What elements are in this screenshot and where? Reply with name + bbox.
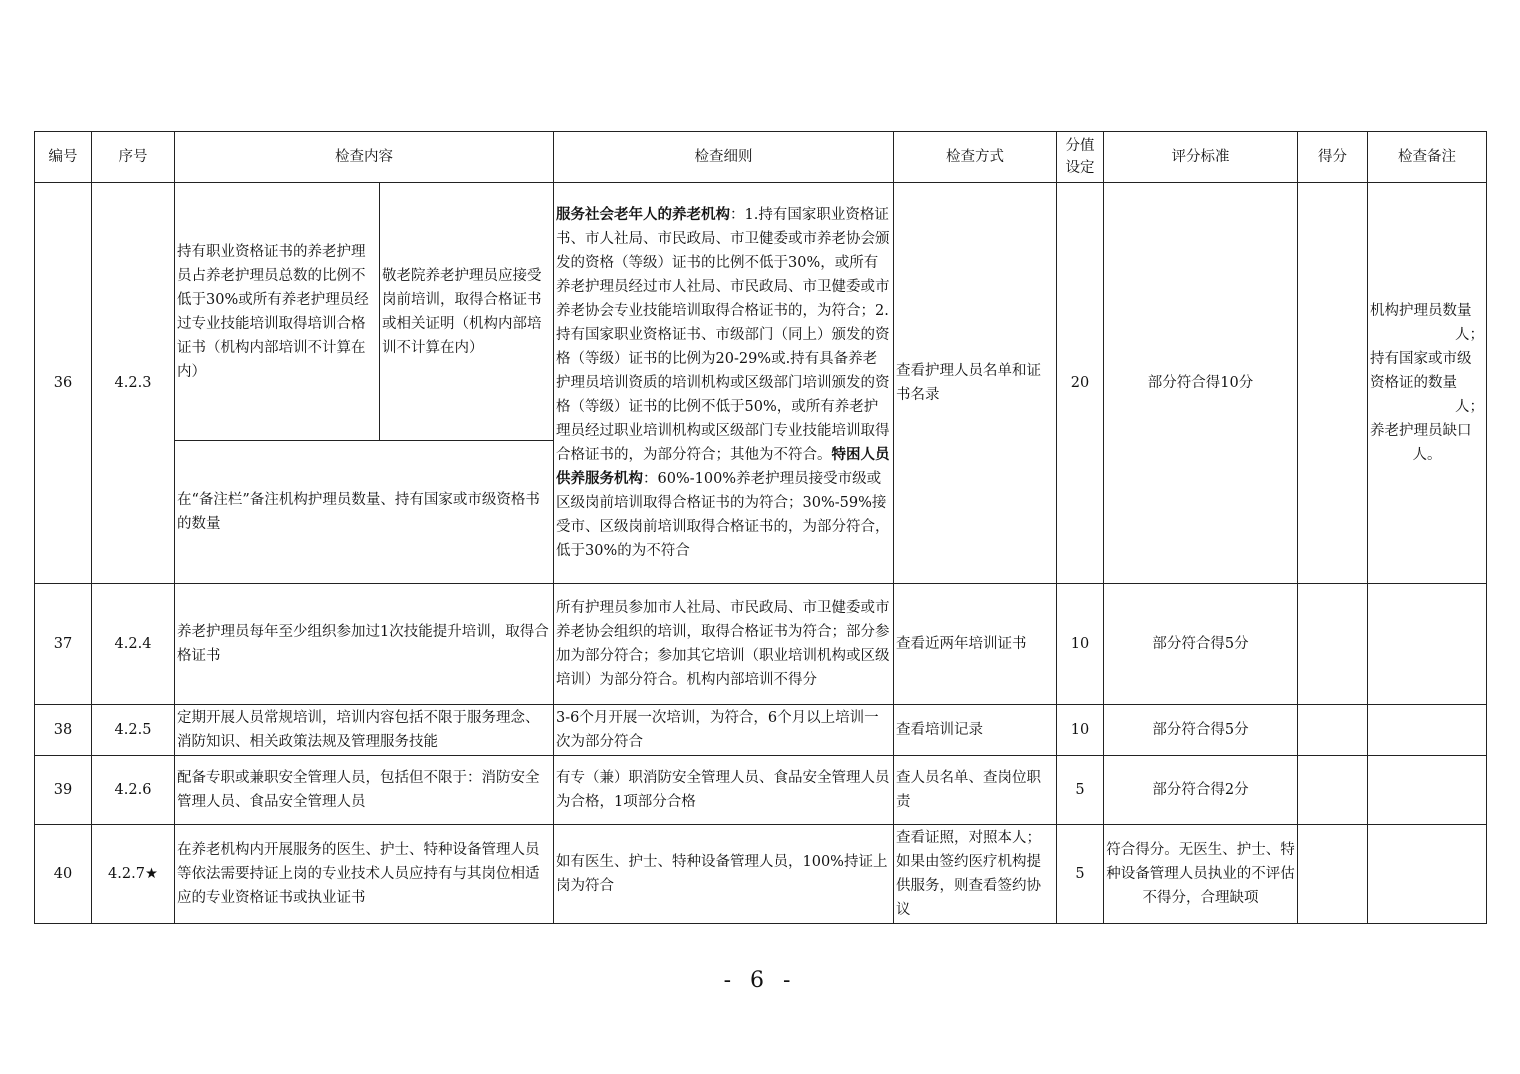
header-standard: 评分标准 — [1104, 132, 1298, 183]
detail-text-1: ：1.持有国家职业资格证书、市人社局、市民政局、市卫健委或市养老协会颁发的资格（等级）证书的比例不低于30%，或所有养老护理员经过市人社局、市民政局、市卫健委或市养老协会专业技能培训取得合格证书的，为符合；2.持有国家职业资格证书、市级部门（同上）颁发的资格（等级）证书的比例为20-29%或.持有具备养老护理员培训资质的培训机构或区级部门培训颁发的资格（等级）证书的比例不低于50%，或所有养老护理员经过职业培训机构或区级部门专业技能培训取得合格证书的，为部分符合；其他为不符合。 — [556, 207, 890, 463]
row-note — [1368, 825, 1487, 924]
row-score: 5 — [1057, 825, 1104, 924]
page-number: - 6 - — [723, 968, 797, 993]
table-row-40 — [35, 825, 1487, 924]
row-seq: 4.2.3 — [92, 183, 175, 584]
header-row — [35, 132, 1487, 183]
note-line-4: 人； — [1455, 399, 1484, 415]
header-note: 检查备注 — [1368, 132, 1487, 183]
row-detail: 如有医生、护士、特种设备管理人员，100%持证上岗为符合 — [554, 825, 894, 924]
row-got — [1298, 825, 1368, 924]
row-score: 20 — [1057, 183, 1104, 584]
row-method: 查看培训记录 — [894, 705, 1057, 756]
row-method: 查人员名单、查岗位职责 — [894, 756, 1057, 825]
row-no: 36 — [35, 183, 92, 584]
note-line-5: 养老护理员缺口 — [1370, 423, 1472, 439]
row-content-a: 持有职业资格证书的养老护理员占养老护理员总数的比例不低于30%或所有养老护理员经过专业技能培训取得培训合格证书（机构内部培训不计算在内） — [175, 183, 380, 441]
header-content: 检查内容 — [175, 132, 554, 183]
detail-text-2: ：60%-100%养老护理员接受市级或区级岗前培训取得合格证书的为符合；30%-59%接受市、区级岗前培训取得合格证书的，为部分符合，低于30%的为不符合 — [556, 471, 890, 559]
row-got — [1298, 584, 1368, 705]
row-content: 定期开展人员常规培训，培训内容包括不限于服务理念、消防知识、相关政策法规及管理服务技能 — [175, 705, 554, 756]
row-standard: 部分符合得2分 — [1104, 756, 1298, 825]
table-row-36 — [35, 183, 1487, 441]
row-seq: 4.2.5 — [92, 705, 175, 756]
row-standard: 部分符合得5分 — [1104, 584, 1298, 705]
row-method: 查看近两年培训证书 — [894, 584, 1057, 705]
note-line-6: 人。 — [1412, 447, 1442, 463]
row-standard: 部分符合得5分 — [1104, 705, 1298, 756]
row-note — [1368, 183, 1487, 584]
row-no: 40 — [35, 825, 92, 924]
header-detail: 检查细则 — [554, 132, 894, 183]
row-seq: 4.2.4 — [92, 584, 175, 705]
row-content-c: 在“备注栏”备注机构护理员数量、持有国家或市级资格书的数量 — [175, 441, 554, 584]
row-content-b: 敬老院养老护理员应接受岗前培训，取得合格证书或相关证明（机构内部培训不计算在内） — [380, 183, 554, 441]
table-row-39 — [35, 756, 1487, 825]
row-standard: 符合得分。无医生、护士、特种设备管理人员执业的不评估不得分，合理缺项 — [1104, 825, 1298, 924]
row-content: 配备专职或兼职安全管理人员，包括但不限于：消防安全管理人员、食品安全管理人员 — [175, 756, 554, 825]
row-seq: 4.2.7★ — [92, 825, 175, 924]
detail-heading-2: 特困人员供养服务机构 — [556, 447, 890, 487]
row-no: 37 — [35, 584, 92, 705]
row-detail: 所有护理员参加市人社局、市民政局、市卫健委或市养老协会组织的培训，取得合格证书为符合；部分参加为部分符合；参加其它培训（职业培训机构或区级培训）为部分符合。机构内部培训不得分 — [554, 584, 894, 705]
header-method: 检查方式 — [894, 132, 1057, 183]
row-note — [1368, 756, 1487, 825]
row-no: 38 — [35, 705, 92, 756]
detail-heading-1: 服务社会老年人的养老机构 — [556, 207, 730, 223]
row-got — [1298, 705, 1368, 756]
row-score: 10 — [1057, 584, 1104, 705]
row-note — [1368, 584, 1487, 705]
row-score: 5 — [1057, 756, 1104, 825]
note-line-1: 机构护理员数量 — [1370, 303, 1472, 319]
row-got — [1298, 756, 1368, 825]
table-row-38 — [35, 705, 1487, 756]
row-detail: 有专（兼）职消防安全管理人员、食品安全管理人员为合格，1项部分合格 — [554, 756, 894, 825]
row-content: 养老护理员每年至少组织参加过1次技能提升培训，取得合格证书 — [175, 584, 554, 705]
row-note — [1368, 705, 1487, 756]
row-seq: 4.2.6 — [92, 756, 175, 825]
note-line-2: 人； — [1455, 327, 1484, 343]
row-detail: 3-6个月开展一次培训，为符合，6个月以上培训一次为部分符合 — [554, 705, 894, 756]
row-no: 39 — [35, 756, 92, 825]
header-no: 编号 — [35, 132, 92, 183]
row-got — [1298, 183, 1368, 584]
row-score: 10 — [1057, 705, 1104, 756]
row-detail — [554, 183, 894, 584]
header-got: 得分 — [1298, 132, 1368, 183]
row-method: 查看证照，对照本人；如果由签约医疗机构提供服务，则查看签约协议 — [894, 825, 1057, 924]
row-standard: 部分符合得10分 — [1104, 183, 1298, 584]
inspection-table — [34, 131, 1487, 924]
row-content: 在养老机构内开展服务的医生、护士、特种设备管理人员等依法需要持证上岗的专业技术人员应持有与其岗位相适应的专业资格证书或执业证书 — [175, 825, 554, 924]
table-row-37 — [35, 584, 1487, 705]
row-method: 查看护理人员名单和证书名录 — [894, 183, 1057, 584]
header-score: 分值设定 — [1057, 132, 1104, 183]
note-line-3: 持有国家或市级资格证的数量 — [1370, 351, 1472, 391]
header-seq: 序号 — [92, 132, 175, 183]
